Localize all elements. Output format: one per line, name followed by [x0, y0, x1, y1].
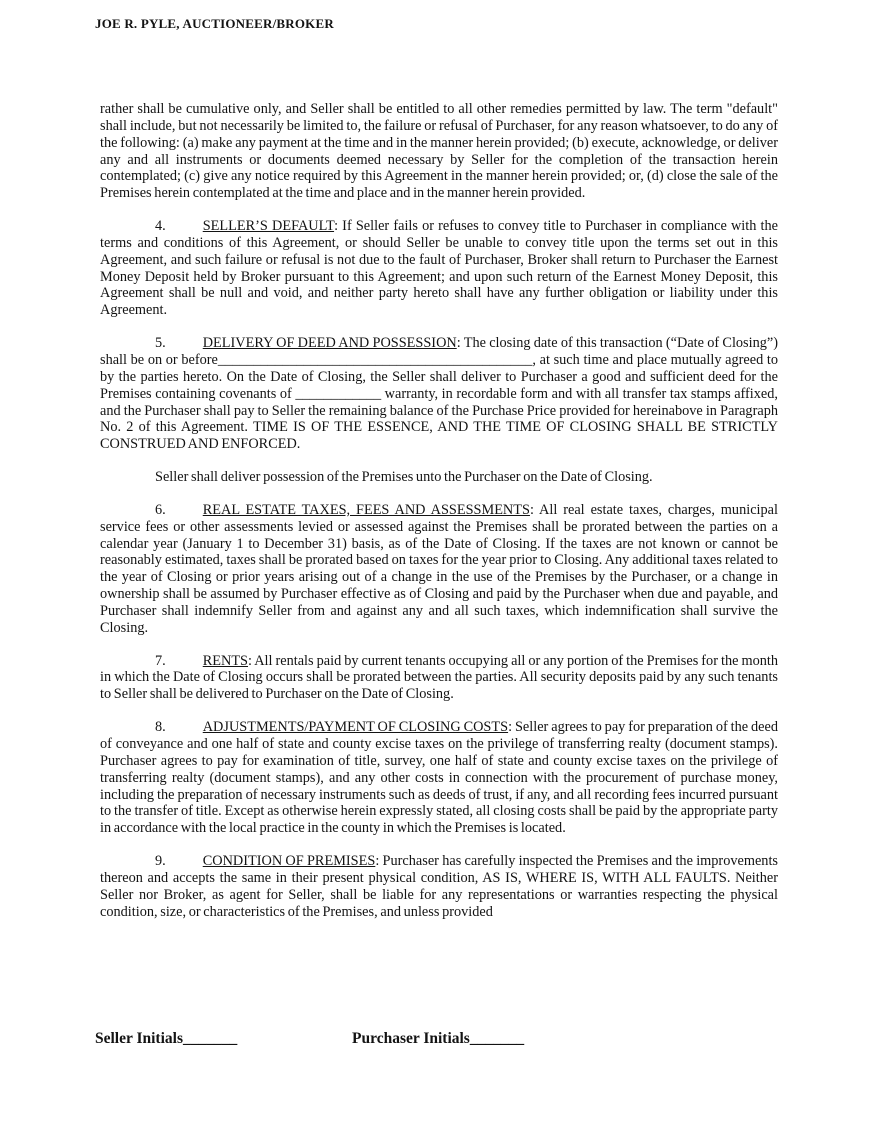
section-text: : The closing date of this transaction (“Date of Closing”) shall be on or before____________________________________________, at such time and place mutually agreed to by the parties hereto. On the Date of Closing, the Seller shall deliver to Purchaser a good and sufficient deed for the Premises containing covenants of ____________ warranty, in recordable form and with all transfer tax stamps affixed, and the Purchaser shall pay to Seller the remaining balance of the Purchase Price provided for hereinabove in Paragraph No. 2 of this Agreement. TIME IS OF THE ESSENCE, AND THE TIME OF CLOSING SHALL BE STRICTLY CONSTRUED AND ENFORCED.: [100, 335, 779, 453]
section-4-sellers-default: [100, 218, 778, 319]
section-number: 4.: [155, 218, 166, 235]
section-text: : All rentals paid by current tenants occupying all or any portion of the Premises for the month in which the Date of Closing occurs shall be prorated between the parties. All security deposits paid by any such tenants to Seller shall be delivered to Purchaser on the Date of Closing.: [100, 652, 778, 703]
section-number: 5.: [155, 335, 166, 352]
section-number: 6.: [155, 501, 166, 518]
seller-initials-blank: _______: [182, 1030, 238, 1047]
section-number: 7.: [155, 652, 166, 669]
paragraph-default-continuation: [100, 101, 778, 202]
section-text: : Seller agrees to pay for preparation of the deed of conveyance and one half of state and county excise taxes on the privilege of transferring realty (document stamps). Purchaser agrees to pay for examination of title, survey, one half of state and county excise taxes on the privilege of transferring realty (document stamps), and any other costs in connection with the procurement of purchase money, including the preparation of necessary instruments such as deeds of trust, if any, and all recording fees incurred pursuant to the transfer of title. Except as otherwise herein expressly stated, all closing costs shall be paid by the appropriate party in accordance with the local practice in the county in which the Premises is located.: [100, 719, 779, 837]
section-title: ADJUSTMENTS/PAYMENT OF CLOSING COSTS: [202, 719, 509, 736]
purchaser-initials: [352, 1030, 524, 1048]
section-title: RENTS: [202, 652, 249, 669]
section-title: SELLER’S DEFAULT: [202, 218, 335, 235]
signature-footer: [95, 1030, 655, 1054]
section-9-condition-of-premises: [100, 853, 778, 920]
section-title: CONDITION OF PREMISES: [202, 853, 376, 870]
section-number: 8.: [155, 719, 166, 736]
section-5-delivery-of-deed-and-possession: [100, 335, 778, 453]
paragraph-text: Seller shall deliver possession of the Premises unto the Purchaser on the Date of Closing.: [155, 469, 653, 486]
purchaser-initials-label: Purchaser Initials: [352, 1030, 470, 1047]
section-number: 9.: [155, 853, 166, 870]
document-body: [100, 101, 778, 920]
document-header-title: JOE R. PYLE, AUCTIONEER/BROKER: [95, 16, 334, 31]
section-title: REAL ESTATE TAXES, FEES AND ASSESSMENTS: [202, 501, 530, 518]
section-text: : If Seller fails or refuses to convey title to Purchaser in compliance with the terms and conditions of this Agreement, or should Seller be unable to convey title upon the terms set out in this Agreement, and such failure or refusal is not due to the fault of Purchaser, Broker shall return to Purchaser the Earnest Money Deposit held by Broker pursuant to this Agreement; and upon such return of the Earnest Money Deposit, this Agreement shall be null and void, and neither party hereto shall have any further obligation or liability under this Agreement.: [100, 218, 778, 319]
seller-initials: [95, 1030, 237, 1047]
section-8-adjustments-closing-costs: [100, 719, 778, 837]
section-title: DELIVERY OF DEED AND POSSESSION: [202, 335, 457, 352]
seller-initials-label: Seller Initials: [95, 1030, 183, 1047]
paragraph-possession: [100, 469, 778, 486]
section-text: : All real estate taxes, charges, municipal service fees or other assessments levied or assessed against the Premises shall be prorated between the parties on a calendar year (January 1 to December 31) basis, as of the Date of Closing. If the taxes are not known or cannot be reasonably estimated, taxes shall be prorated based on taxes for the year prior to Closing. Any additional taxes related to the year of Closing or prior years arising out of a change in the use of the Premises by the Purchaser, or a change in ownership shall be assumed by Purchaser effective as of Closing and paid by the Purchaser when due and payable, and Purchaser shall indemnify Seller from and against any and all such taxes, which indemnification shall survive the Closing.: [100, 501, 778, 636]
section-6-real-estate-taxes: [100, 502, 778, 637]
purchaser-initials-blank: _______: [469, 1030, 525, 1047]
section-text: : Purchaser has carefully inspected the Premises and the improvements thereon and accepts the same in their present physical condition, AS IS, WHERE IS, WITH ALL FAULTS. Neither Seller nor Broker, as agent for Seller, shall be liable for any representations or warranties respecting the physical condition, size, or characteristics of the Premises, and unless provided: [100, 853, 778, 920]
section-7-rents: [100, 653, 778, 704]
paragraph-text: rather shall be cumulative only, and Seller shall be entitled to all other remedies permitted by law. The term "default" shall include, but not necessarily be limited to, the failure or refusal of Purchaser, for any reason whatsoever, to do any of the following: (a) make any payment at the time and in the manner herein provided; (b) execute, acknowledge, or deliver any and all instruments or documents deemed necessary by Seller for the completion of the transaction herein contemplated; (c) give any notice required by this Agreement in the manner herein provided; or, (d) close the sale of the Premises herein contemplated at the time and place and in the manner herein provided.: [100, 101, 778, 202]
